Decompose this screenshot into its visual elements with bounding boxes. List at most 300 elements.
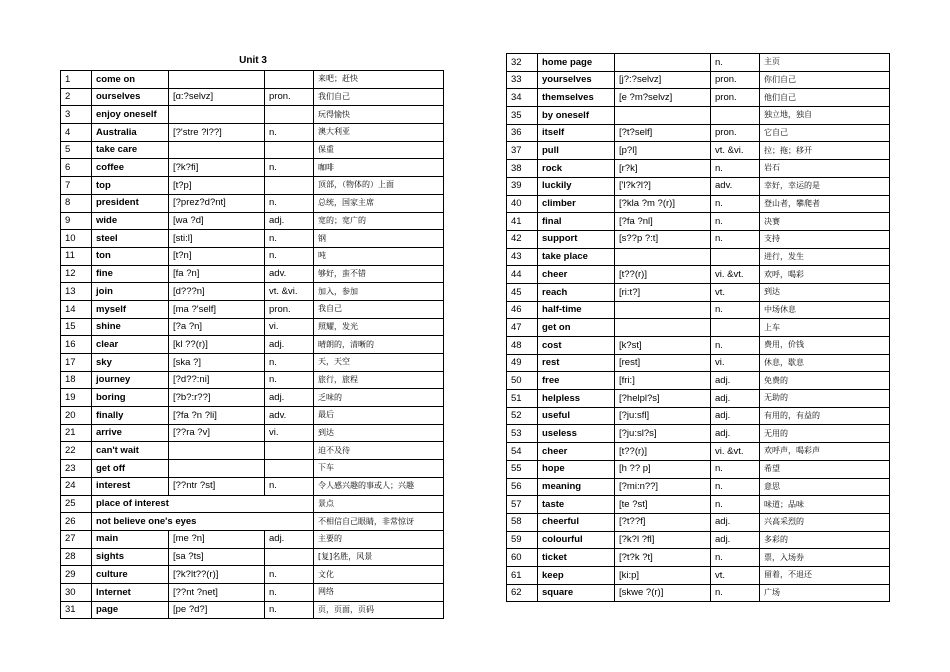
cell-word: finally <box>92 407 169 425</box>
vocab-row <box>507 531 890 549</box>
cell-no: 37 <box>507 142 538 160</box>
cell-word: free <box>538 372 615 390</box>
cell-meaning: 多彩的 <box>760 531 890 549</box>
cell-word: take place <box>538 248 615 266</box>
cell-phonetic: [?a ?n] <box>169 318 265 336</box>
cell-meaning: 独立地，独自 <box>760 107 890 125</box>
cell-no: 46 <box>507 301 538 319</box>
vocab-row <box>61 336 444 354</box>
vocab-row <box>61 124 444 142</box>
vocab-row <box>507 283 890 301</box>
cell-meaning: 宽的；宽广的 <box>314 212 444 230</box>
cell-no: 17 <box>61 354 92 372</box>
cell-no: 48 <box>507 337 538 355</box>
cell-phonetic: [k?st] <box>615 337 711 355</box>
cell-phonetic: [?t?k ?t] <box>615 549 711 567</box>
cell-no: 2 <box>61 88 92 106</box>
vocab-row <box>507 337 890 355</box>
cell-no: 43 <box>507 248 538 266</box>
cell-pos: n. <box>711 230 760 248</box>
cell-pos: n. <box>711 460 760 478</box>
cell-pos: pron. <box>711 89 760 107</box>
cell-word: culture <box>92 566 169 584</box>
cell-word: interest <box>92 477 169 495</box>
cell-no: 33 <box>507 71 538 89</box>
vocab-row <box>507 390 890 408</box>
cell-meaning: 页，页面，页码 <box>314 601 444 619</box>
cell-pos: n. <box>265 566 314 584</box>
cell-phonetic: [ɑ:?selvz] <box>169 88 265 106</box>
cell-word: wide <box>92 212 169 230</box>
cell-no: 32 <box>507 54 538 72</box>
cell-no: 4 <box>61 124 92 142</box>
cell-meaning: 下车 <box>314 460 444 478</box>
cell-no: 11 <box>61 247 92 265</box>
vocab-row <box>507 372 890 390</box>
vocab-row <box>61 548 444 566</box>
cell-no: 59 <box>507 531 538 549</box>
cell-phonetic: [?fa ?nl] <box>615 213 711 231</box>
cell-pos: n. <box>711 160 760 178</box>
cell-pos <box>265 442 314 460</box>
cell-phonetic: [??ra ?v] <box>169 424 265 442</box>
cell-word: useless <box>538 425 615 443</box>
vocab-row <box>61 460 444 478</box>
vocab-row <box>61 194 444 212</box>
cell-word: ton <box>92 247 169 265</box>
cell-phonetic <box>169 106 265 124</box>
cell-no: 49 <box>507 354 538 372</box>
cell-pos <box>711 319 760 337</box>
cell-word: journey <box>92 371 169 389</box>
cell-word: useful <box>538 407 615 425</box>
cell-no: 16 <box>61 336 92 354</box>
cell-meaning: 玩得愉快 <box>314 106 444 124</box>
vocab-row <box>61 354 444 372</box>
cell-no: 61 <box>507 566 538 584</box>
vocab-row <box>61 159 444 177</box>
cell-meaning: 不相信自己眼睛，非常惊讶 <box>314 513 444 531</box>
cell-pos: n. <box>265 583 314 601</box>
cell-phonetic: [?k?fi] <box>169 159 265 177</box>
cell-pos: vt. &vi. <box>265 283 314 301</box>
cell-pos: n. <box>711 54 760 72</box>
cell-word: itself <box>538 124 615 142</box>
cell-pos: vi. &vt. <box>711 266 760 284</box>
vocab-row <box>61 283 444 301</box>
cell-no: 27 <box>61 530 92 548</box>
cell-phonetic: [pe ?d?] <box>169 601 265 619</box>
cell-pos: pron. <box>711 71 760 89</box>
cell-word: page <box>92 601 169 619</box>
cell-no: 34 <box>507 89 538 107</box>
cell-word: support <box>538 230 615 248</box>
cell-meaning: 保重 <box>314 141 444 159</box>
cell-phonetic: [fa ?n] <box>169 265 265 283</box>
cell-meaning: 主页 <box>760 54 890 72</box>
cell-meaning: 登山者，攀爬者 <box>760 195 890 213</box>
cell-word: cheerful <box>538 513 615 531</box>
cell-meaning: 岩石 <box>760 160 890 178</box>
cell-pos <box>711 248 760 266</box>
cell-meaning: [复]名胜，风景 <box>314 548 444 566</box>
cell-no: 23 <box>61 460 92 478</box>
cell-phonetic: [e ?m?selvz] <box>615 89 711 107</box>
cell-meaning: 决赛 <box>760 213 890 231</box>
cell-no: 5 <box>61 141 92 159</box>
cell-pos: vt. <box>711 566 760 584</box>
cell-word: steel <box>92 230 169 248</box>
cell-phonetic: [?'stre ?l??] <box>169 124 265 142</box>
cell-no: 44 <box>507 266 538 284</box>
cell-no: 40 <box>507 195 538 213</box>
cell-meaning: 欢呼声，喝彩声 <box>760 443 890 461</box>
cell-pos <box>265 106 314 124</box>
cell-phonetic <box>615 301 711 319</box>
vocab-row <box>61 177 444 195</box>
cell-phonetic: [j?:?selvz] <box>615 71 711 89</box>
cell-no: 35 <box>507 107 538 125</box>
vocab-row <box>61 495 444 513</box>
cell-meaning: 支持 <box>760 230 890 248</box>
cell-meaning: 费用，价钱 <box>760 337 890 355</box>
cell-word: coffee <box>92 159 169 177</box>
cell-pos: n. <box>711 195 760 213</box>
cell-word: Internet <box>92 583 169 601</box>
cell-meaning: 它自己 <box>760 124 890 142</box>
cell-word: half-time <box>538 301 615 319</box>
cell-no: 60 <box>507 549 538 567</box>
cell-meaning: 中场休息 <box>760 301 890 319</box>
cell-phonetic: [t?n] <box>169 247 265 265</box>
cell-word: luckily <box>538 177 615 195</box>
cell-meaning: 总统，国家主席 <box>314 194 444 212</box>
cell-word: keep <box>538 566 615 584</box>
cell-no: 36 <box>507 124 538 142</box>
cell-phonetic: [sti:l] <box>169 230 265 248</box>
cell-meaning: 希望 <box>760 460 890 478</box>
cell-word: shine <box>92 318 169 336</box>
cell-pos: n. <box>711 584 760 602</box>
vocab-row <box>61 389 444 407</box>
cell-meaning: 景点 <box>314 495 444 513</box>
cell-meaning: 他们自己 <box>760 89 890 107</box>
cell-pos: pron. <box>265 300 314 318</box>
cell-pos: n. <box>265 194 314 212</box>
cell-word: rest <box>538 354 615 372</box>
cell-phonetic <box>615 54 711 72</box>
cell-no: 54 <box>507 443 538 461</box>
cell-word: president <box>92 194 169 212</box>
cell-no: 51 <box>507 390 538 408</box>
cell-phonetic: [te ?st] <box>615 496 711 514</box>
cell-meaning: 天，天空 <box>314 354 444 372</box>
cell-meaning: 咖啡 <box>314 159 444 177</box>
vocab-row <box>507 89 890 107</box>
cell-word: get off <box>92 460 169 478</box>
vocab-row <box>61 212 444 230</box>
vocab-row <box>507 160 890 178</box>
cell-no: 14 <box>61 300 92 318</box>
cell-pos: pron. <box>711 124 760 142</box>
cell-meaning: 兴高采烈的 <box>760 513 890 531</box>
cell-phonetic: [?t?self] <box>615 124 711 142</box>
cell-word: reach <box>538 283 615 301</box>
vocab-row <box>507 248 890 266</box>
cell-word: sky <box>92 354 169 372</box>
vocab-row <box>507 425 890 443</box>
cell-no: 20 <box>61 407 92 425</box>
cell-pos: n. <box>265 477 314 495</box>
cell-no: 56 <box>507 478 538 496</box>
cell-pos: pron. <box>265 88 314 106</box>
cell-no: 3 <box>61 106 92 124</box>
cell-phonetic: [ki:p] <box>615 566 711 584</box>
cell-pos: adv. <box>265 265 314 283</box>
vocab-row <box>507 177 890 195</box>
vocab-row <box>507 107 890 125</box>
cell-word: place of interest <box>92 495 314 513</box>
cell-phonetic: [wa ?d] <box>169 212 265 230</box>
cell-no: 21 <box>61 424 92 442</box>
cell-pos: n. <box>711 213 760 231</box>
cell-phonetic: [ma ?'self] <box>169 300 265 318</box>
cell-pos: adj. <box>711 531 760 549</box>
cell-no: 50 <box>507 372 538 390</box>
cell-word: can't wait <box>92 442 169 460</box>
cell-meaning: 文化 <box>314 566 444 584</box>
cell-meaning: 意思 <box>760 478 890 496</box>
cell-pos: adv. <box>265 407 314 425</box>
cell-no: 41 <box>507 213 538 231</box>
cell-word: cheer <box>538 443 615 461</box>
vocab-row <box>61 407 444 425</box>
cell-phonetic: [s??p ?:t] <box>615 230 711 248</box>
cell-no: 62 <box>507 584 538 602</box>
cell-word: enjoy oneself <box>92 106 169 124</box>
cell-pos: n. <box>265 601 314 619</box>
cell-word: pull <box>538 142 615 160</box>
cell-phonetic: [skwe ?(r)] <box>615 584 711 602</box>
cell-word: boring <box>92 389 169 407</box>
cell-no: 12 <box>61 265 92 283</box>
vocab-row <box>61 71 444 89</box>
cell-no: 45 <box>507 283 538 301</box>
cell-phonetic <box>615 248 711 266</box>
cell-word: ourselves <box>92 88 169 106</box>
vocab-row <box>61 371 444 389</box>
cell-no: 29 <box>61 566 92 584</box>
vocab-row <box>507 407 890 425</box>
cell-phonetic <box>615 319 711 337</box>
cell-pos: adj. <box>265 530 314 548</box>
cell-pos: adj. <box>711 407 760 425</box>
cell-no: 22 <box>61 442 92 460</box>
cell-pos: adv. <box>711 177 760 195</box>
vocab-row <box>507 54 890 72</box>
cell-word: hope <box>538 460 615 478</box>
cell-word: themselves <box>538 89 615 107</box>
cell-phonetic: [rest] <box>615 354 711 372</box>
cell-word: final <box>538 213 615 231</box>
vocab-row <box>507 513 890 531</box>
cell-no: 31 <box>61 601 92 619</box>
cell-word: helpless <box>538 390 615 408</box>
vocab-row <box>61 318 444 336</box>
vocab-row <box>507 584 890 602</box>
cell-word: join <box>92 283 169 301</box>
cell-meaning: 幸好，幸运的是 <box>760 177 890 195</box>
cell-word: come on <box>92 71 169 89</box>
cell-phonetic: [?kla ?m ?(r)] <box>615 195 711 213</box>
cell-meaning: 欢呼，喝彩 <box>760 266 890 284</box>
cell-pos <box>265 141 314 159</box>
cell-meaning: 拉；拖；移开 <box>760 142 890 160</box>
cell-meaning: 旅行，旅程 <box>314 371 444 389</box>
cell-word: cost <box>538 337 615 355</box>
cell-word: rock <box>538 160 615 178</box>
vocab-row <box>507 301 890 319</box>
vocab-row <box>507 230 890 248</box>
vocab-row <box>61 247 444 265</box>
cell-pos: vt. <box>711 283 760 301</box>
cell-meaning: 休息，歇息 <box>760 354 890 372</box>
cell-word: ticket <box>538 549 615 567</box>
cell-no: 55 <box>507 460 538 478</box>
cell-phonetic: [ska ?] <box>169 354 265 372</box>
vocab-row <box>507 142 890 160</box>
cell-meaning: 主要的 <box>314 530 444 548</box>
vocab-row <box>61 442 444 460</box>
cell-meaning: 味道；品味 <box>760 496 890 514</box>
cell-pos: vi. <box>711 354 760 372</box>
cell-meaning: 乏味的 <box>314 389 444 407</box>
cell-word: colourful <box>538 531 615 549</box>
cell-phonetic: [??ntr ?st] <box>169 477 265 495</box>
cell-pos: adj. <box>711 390 760 408</box>
vocab-row <box>61 230 444 248</box>
cell-pos <box>265 71 314 89</box>
vocab-row <box>507 354 890 372</box>
cell-pos: n. <box>711 549 760 567</box>
cell-phonetic: [sa ?ts] <box>169 548 265 566</box>
cell-pos: n. <box>265 159 314 177</box>
cell-meaning: 进行，发生 <box>760 248 890 266</box>
cell-phonetic: [kl ??(r)] <box>169 336 265 354</box>
cell-no: 53 <box>507 425 538 443</box>
cell-word: not believe one's eyes <box>92 513 314 531</box>
cell-phonetic: [?helpl?s] <box>615 390 711 408</box>
cell-word: yourselves <box>538 71 615 89</box>
cell-no: 9 <box>61 212 92 230</box>
cell-pos: vi. <box>265 424 314 442</box>
cell-no: 47 <box>507 319 538 337</box>
cell-meaning: 钢 <box>314 230 444 248</box>
cell-pos: n. <box>711 478 760 496</box>
cell-meaning: 吨 <box>314 247 444 265</box>
cell-meaning: 最后 <box>314 407 444 425</box>
cell-pos: n. <box>711 337 760 355</box>
cell-no: 38 <box>507 160 538 178</box>
vocab-row <box>507 71 890 89</box>
cell-no: 6 <box>61 159 92 177</box>
vocab-row <box>507 195 890 213</box>
cell-pos: vi. <box>265 318 314 336</box>
cell-pos: n. <box>265 230 314 248</box>
cell-meaning: 上车 <box>760 319 890 337</box>
cell-word: cheer <box>538 266 615 284</box>
cell-no: 7 <box>61 177 92 195</box>
cell-meaning: 我自己 <box>314 300 444 318</box>
cell-phonetic: [?b?:r??] <box>169 389 265 407</box>
cell-phonetic <box>169 442 265 460</box>
cell-no: 57 <box>507 496 538 514</box>
vocab-row <box>507 319 890 337</box>
vocab-row <box>507 213 890 231</box>
cell-meaning: 迫不及待 <box>314 442 444 460</box>
cell-pos: vt. &vi. <box>711 142 760 160</box>
cell-no: 42 <box>507 230 538 248</box>
cell-phonetic: [?ju:sfl] <box>615 407 711 425</box>
cell-meaning: 照耀，发光 <box>314 318 444 336</box>
cell-phonetic: ['l?k?l?] <box>615 177 711 195</box>
cell-phonetic: [?k?lt??(r)] <box>169 566 265 584</box>
cell-word: take care <box>92 141 169 159</box>
vocab-row <box>507 266 890 284</box>
vocab-row <box>507 478 890 496</box>
cell-meaning: 晴朗的，清晰的 <box>314 336 444 354</box>
cell-word: taste <box>538 496 615 514</box>
cell-phonetic: [t??(r)] <box>615 266 711 284</box>
cell-no: 39 <box>507 177 538 195</box>
cell-pos: n. <box>711 301 760 319</box>
cell-meaning: 加入，参加 <box>314 283 444 301</box>
cell-meaning: 来吧；赶快 <box>314 71 444 89</box>
vocab-row <box>61 106 444 124</box>
vocab-row <box>61 530 444 548</box>
cell-no: 26 <box>61 513 92 531</box>
vocab-row <box>507 549 890 567</box>
cell-phonetic: [p?l] <box>615 142 711 160</box>
cell-meaning: 顶部，（物体的）上面 <box>314 177 444 195</box>
cell-phonetic: [??nt ?net] <box>169 583 265 601</box>
vocab-row <box>61 513 444 531</box>
cell-word: myself <box>92 300 169 318</box>
cell-word: get on <box>538 319 615 337</box>
cell-word: home page <box>538 54 615 72</box>
cell-pos <box>265 177 314 195</box>
cell-word: meaning <box>538 478 615 496</box>
vocab-row <box>61 88 444 106</box>
cell-no: 24 <box>61 477 92 495</box>
cell-phonetic <box>615 107 711 125</box>
vocab-row <box>507 496 890 514</box>
cell-pos: n. <box>265 124 314 142</box>
cell-pos: adj. <box>711 425 760 443</box>
cell-pos <box>711 107 760 125</box>
cell-pos: adj. <box>265 212 314 230</box>
vocab-row <box>61 477 444 495</box>
cell-word: clear <box>92 336 169 354</box>
cell-phonetic: [?t??f] <box>615 513 711 531</box>
cell-phonetic: [?k?l ?fl] <box>615 531 711 549</box>
vocab-table-left <box>60 70 444 619</box>
cell-no: 8 <box>61 194 92 212</box>
page-title: Unit 3 <box>239 55 267 66</box>
cell-pos <box>265 548 314 566</box>
cell-no: 30 <box>61 583 92 601</box>
cell-meaning: 令人感兴趣的事或人；兴趣 <box>314 477 444 495</box>
